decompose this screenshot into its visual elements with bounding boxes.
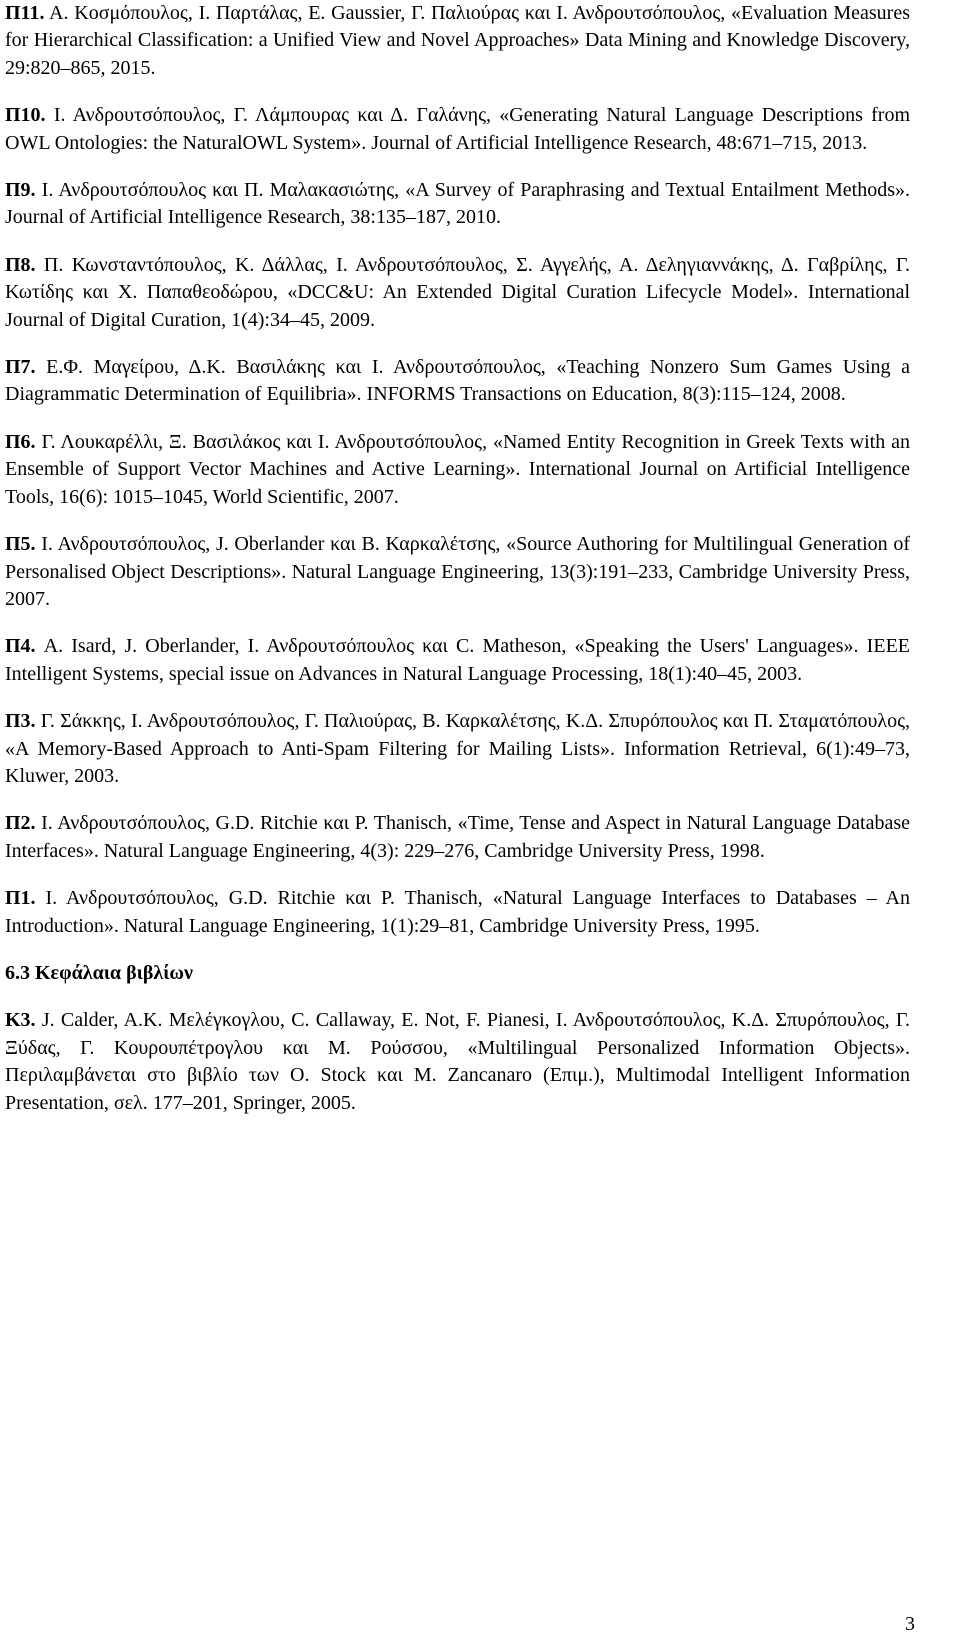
entry-text: A. Isard, J. Oberlander, Ι. Ανδρουτσόπουλος και C. Matheson, «Speaking the Users' Languages». IEEE Intelligent Systems, special issue on Advances in Natural Language Processing, 18(1):40–45, 2003. [5,635,910,685]
publication-entry [5,885,910,940]
entry-id: Π5. [5,533,36,556]
entry-text: Γ. Λουκαρέλλι, Ξ. Βασιλάκος και Ι. Ανδρουτσόπουλος, «Named Entity Recognition in Greek Texts with an Ensemble of Support Vector Machines and Active Learning». International Journal on Artificial Intelligence Tools, 16(6): 1015–1045, World Scientific, 2007. [5,430,910,508]
entry-text: Γ. Σάκκης, Ι. Ανδρουτσόπουλος, Γ. Παλιούρας, Β. Καρκαλέτσης, Κ.Δ. Σπυρόπουλος και Π. Σταματόπουλος, «A Memory-Based Approach to Anti-Spam Filtering for Mailing Lists». Information Retrieval, 6(1):49–73, Kluwer, 2003. [5,710,911,787]
publication-entry [5,633,910,688]
entry-text: Ι. Ανδρουτσόπουλος, G.D. Ritchie και P. Thanisch, «Time, Tense and Aspect in Natural Language Database Interfaces». Natural Language Engineering, 4(3): 229–276, Cambridge University Press, 1998. [5,812,911,862]
publication-entry [5,0,910,82]
entry-id: Π10. [5,104,46,127]
publication-entry [5,177,910,232]
publication-entry [5,810,910,865]
publication-entry [5,354,910,409]
entry-text: Π. Κωνσταντόπουλος, Κ. Δάλλας, Ι. Ανδρουτσόπουλος, Σ. Αγγελής, Α. Δεληγιαννάκης, Δ. Γαβρίλης, Γ. Κωτίδης και Χ. Παπαθεοδώρου, «DCC&U: An Extended Digital Curation Lifecycle Model». International Journal of Digital Curation, 1(4):34–45, 2009. [5,253,911,331]
publication-entry [5,252,910,334]
entry-id: Π9. [5,179,36,202]
publication-entry [5,429,910,511]
entry-id: Π8. [5,253,36,276]
section-heading: 6.3 Κεφάλαια βιβλίων [5,961,193,984]
entry-text: J. Calder, A.K. Μελέγκογλου, C. Callaway, E. Not, F. Pianesi, Ι. Ανδρουτσόπουλος, Κ.Δ. Σπυρόπουλος, Γ. Ξύδας, Γ. Κουρουπέτρογλου και Μ. Ρούσσου, «Multilingual Personalized Information Objects». Περιλαμβάνεται στο βιβλίο των O. Stock και M. Zancanaro (Επιμ.), Multimodal Intelligent Information Presentation, σελ. 177–201, Springer, 2005. [5,1009,911,1114]
entry-text: Ε.Φ. Μαγείρου, Δ.Κ. Βασιλάκης και Ι. Ανδρουτσόπουλος, «Teaching Nonzero Sum Games Using a Diagrammatic Determination of Equilibria». INFORMS Transactions on Education, 8(3):115–124, 2008. [5,356,911,406]
entry-text: Ι. Ανδρουτσόπουλος, G.D. Ritchie και P. Thanisch, «Natural Language Interfaces to Databases – An Introduction». Natural Language Engineering, 1(1):29–81, Cambridge University Press, 1995. [5,887,911,937]
document-page [5,0,910,1137]
page-number: 3 [905,1613,915,1635]
book-chapter-entry [5,1007,910,1117]
publication-entry [5,708,910,790]
entry-id: Π7. [5,356,36,379]
entry-id: Π3. [5,710,36,733]
publication-entry [5,102,910,157]
entry-text: Ι. Ανδρουτσόπουλος, J. Oberlander και Β. Καρκαλέτσης, «Source Authoring for Multilingual Generation of Personalised Object Descriptions». Natural Language Engineering, 13(3):191–233, Cambridge University Press, 2007. [5,533,911,610]
entry-text: Ι. Ανδρουτσόπουλος και Π. Μαλακασιώτης, «A Survey of Paraphrasing and Textual Entailment Methods». Journal of Artificial Intelligence Research, 38:135–187, 2010. [5,179,910,229]
entry-id: Π4. [5,635,36,658]
entry-text: Ι. Ανδρουτσόπουλος, Γ. Λάμπουρας και Δ. Γαλάνης, «Generating Natural Language Descriptions from OWL Ontologies: the NaturalOWL System». Journal of Artificial Intelligence Research, 48:671–715, 2013. [5,104,911,154]
entry-text: Α. Κοσμόπουλος, Ι. Παρτάλας, Ε. Gaussier, Γ. Παλιούρας και Ι. Ανδρουτσόπουλος, «Evaluation Measures for Hierarchical Classification: a Unified View and Novel Approaches» Data Mining and Knowledge Discovery, 29:820–865, 2015. [5,2,910,79]
entry-id: Π2. [5,812,36,835]
entry-id: Π1. [5,887,36,910]
entry-id: Π11. [5,2,45,24]
entry-id: Κ3. [5,1009,36,1032]
entry-id: Π6. [5,430,36,453]
publication-entry [5,531,910,613]
